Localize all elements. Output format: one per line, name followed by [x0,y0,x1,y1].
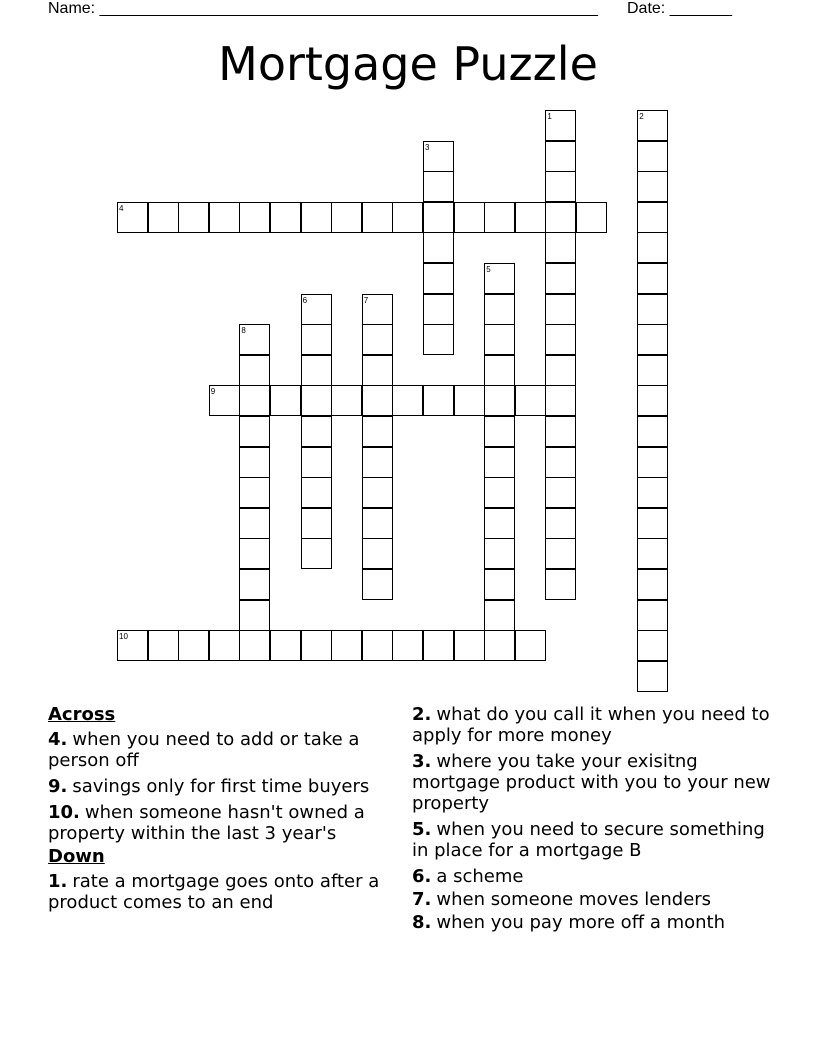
crossword-cell[interactable] [484,416,515,447]
crossword-cell[interactable] [301,385,332,416]
clue-down-3 [412,751,782,814]
crossword-cell[interactable] [637,385,668,416]
crossword-cell[interactable] [362,324,393,355]
crossword-cell[interactable] [484,202,515,233]
crossword-cell[interactable] [301,630,332,661]
crossword-cell[interactable] [331,385,362,416]
crossword-cell[interactable] [148,630,179,661]
crossword-cell[interactable] [392,630,423,661]
crossword-cell[interactable] [362,202,393,233]
crossword-cell[interactable] [454,202,485,233]
crossword-cell[interactable] [637,600,668,631]
page-title: Mortgage Puzzle [218,37,598,91]
crossword-cell[interactable] [392,385,423,416]
crossword-cell[interactable] [454,385,485,416]
crossword-cell[interactable] [637,661,668,692]
clue-text: rate a mortgage goes onto after a product comes to an end [48,871,380,913]
crossword-cell[interactable] [209,202,240,233]
clue-text: when you need to add or take a person off [48,729,360,771]
clue-number-label: 9 [210,387,216,397]
crossword-cell[interactable] [545,416,576,447]
clue-number: 10. [48,802,80,823]
crossword-cell[interactable] [515,385,546,416]
crossword-cell[interactable] [637,538,668,569]
crossword-cell[interactable] [239,355,270,386]
crossword-cell[interactable] [239,477,270,508]
crossword-cell[interactable] [423,385,454,416]
clue-number-label: 2 [639,112,644,121]
crossword-cell[interactable] [484,508,515,539]
crossword-cell[interactable] [301,202,332,233]
crossword-cell[interactable] [239,416,270,447]
clue-number-label: 3 [425,142,430,152]
crossword-cell[interactable] [484,294,515,325]
clue-number-label: 5 [486,265,491,274]
crossword-cell[interactable] [301,477,332,508]
crossword-cell[interactable] [545,202,576,233]
crossword-cell[interactable] [301,416,332,447]
crossword-cell[interactable] [331,630,362,661]
crossword-cell[interactable] [362,538,393,569]
crossword-cell[interactable] [362,385,393,416]
crossword-cell[interactable] [545,538,576,569]
clue-down-6 [412,866,782,887]
crossword-cell[interactable] [637,324,668,355]
crossword-cell[interactable] [484,447,515,478]
crossword-cell[interactable] [545,355,576,386]
across-heading: Across [48,704,116,725]
crossword-cell[interactable] [637,202,668,233]
crossword-cell[interactable] [637,263,668,294]
crossword-cell[interactable] [637,232,668,263]
clue-text: savings only for first time buyers [72,776,370,797]
crossword-cell[interactable] [637,447,668,478]
crossword-cell[interactable] [178,202,209,233]
crossword-cell[interactable] [545,294,576,325]
clue-number: 4. [48,729,68,750]
clue-number: 3. [412,751,432,772]
crossword-cell[interactable] [362,355,393,386]
crossword-cell[interactable] [484,569,515,600]
crossword-cell[interactable] [637,508,668,539]
crossword-cell[interactable] [484,385,515,416]
clue-number-label: 4 [119,203,124,213]
crossword-cell[interactable] [545,141,576,172]
clue-number-label: 10 [119,632,128,642]
clue-number-label: 8 [241,326,246,336]
clue-text: a scheme [436,866,524,887]
crossword-cell[interactable] [301,324,332,355]
crossword-cell[interactable] [545,447,576,478]
clue-down-5 [412,819,782,861]
crossword-cell[interactable] [484,600,515,631]
crossword-cell[interactable] [362,569,393,600]
crossword-cell[interactable] [454,630,485,661]
clue-number: 7. [412,889,432,910]
clue-text: when you pay more off a month [436,912,725,933]
down-heading: Down [48,846,105,867]
clue-text: what do you call it when you need to apply for more money [412,704,770,746]
crossword-cell[interactable] [637,171,668,202]
crossword-cell[interactable] [239,538,270,569]
clue-number-label: 7 [363,295,369,305]
crossword-cell[interactable] [545,324,576,355]
crossword-cell[interactable] [301,538,332,569]
clue-number: 6. [412,866,432,887]
crossword-cell[interactable] [362,416,393,447]
clue-across-4 [48,729,393,771]
crossword-cell[interactable] [545,569,576,600]
crossword-cell[interactable] [270,630,301,661]
clue-text: where you take your exisitng mortgage product with you to your new property [412,751,771,814]
clue-across-9 [48,776,393,797]
crossword-cell[interactable] [484,630,515,661]
crossword-cell[interactable] [209,630,240,661]
clue-text: when someone hasn't owned a property within the last 3 year's [48,802,365,844]
clue-down-8 [412,912,782,933]
crossword-cell[interactable] [178,630,209,661]
crossword-cell[interactable] [423,263,454,294]
crossword-cell[interactable] [148,202,179,233]
date-field[interactable]: Date: _______ [627,0,732,17]
crossword-cell[interactable] [301,508,332,539]
crossword-cell[interactable] [239,630,270,661]
clue-number: 5. [412,819,432,840]
crossword-cell[interactable] [484,477,515,508]
crossword-cell[interactable] [484,355,515,386]
crossword-cell[interactable] [637,630,668,661]
crossword-cell[interactable] [545,263,576,294]
crossword-cell[interactable] [239,385,270,416]
clue-number-label: 6 [302,295,308,305]
crossword-cell[interactable] [484,324,515,355]
crossword-cell[interactable] [239,600,270,631]
crossword-cell[interactable] [392,202,423,233]
crossword-cell[interactable] [270,385,301,416]
clue-number: 8. [412,912,432,933]
clue-down-2 [412,704,782,746]
clue-number: 9. [48,776,68,797]
clue-number: 1. [48,871,68,892]
crossword-cell[interactable] [239,447,270,478]
crossword-cell[interactable] [331,202,362,233]
crossword-cell[interactable] [545,477,576,508]
crossword-cell[interactable] [239,202,270,233]
crossword-cell[interactable] [423,630,454,661]
crossword-cell[interactable] [545,508,576,539]
crossword-cell[interactable] [637,141,668,172]
clues-right-column [412,704,782,938]
crossword-cell[interactable] [301,355,332,386]
crossword-cell[interactable] [362,477,393,508]
clues-left-column [48,704,393,918]
crossword-cell[interactable] [362,508,393,539]
crossword-cell[interactable] [423,202,454,233]
crossword-cell[interactable] [515,202,546,233]
crossword-cell[interactable] [270,202,301,233]
name-field[interactable]: Name: ________________________________________________________ [48,0,598,17]
crossword-cell[interactable] [239,569,270,600]
clue-across-10 [48,802,393,844]
clue-text: when you need to secure something in place for a mortgage B [412,819,765,861]
crossword-cell[interactable] [545,385,576,416]
crossword-cell[interactable] [423,324,454,355]
crossword-cell[interactable] [637,477,668,508]
crossword-cell[interactable] [545,171,576,202]
clue-number: 2. [412,704,432,725]
crossword-cell[interactable] [423,294,454,325]
clue-text: when someone moves lenders [436,889,712,910]
crossword-cell[interactable] [301,447,332,478]
crossword-cell[interactable] [239,508,270,539]
clue-down-7 [412,889,782,910]
clue-down-1 [48,871,393,913]
crossword-cell[interactable] [637,416,668,447]
crossword-cell[interactable] [637,569,668,600]
crossword-cell[interactable] [637,355,668,386]
clue-number-label: 1 [547,112,552,121]
crossword-cell[interactable] [484,538,515,569]
crossword-cell[interactable] [576,202,607,233]
crossword-cell[interactable] [515,630,546,661]
crossword-cell[interactable] [545,232,576,263]
crossword-cell[interactable] [423,171,454,202]
crossword-cell[interactable] [362,630,393,661]
crossword-cell[interactable] [423,232,454,263]
crossword-cell[interactable] [362,447,393,478]
crossword-cell[interactable] [637,294,668,325]
